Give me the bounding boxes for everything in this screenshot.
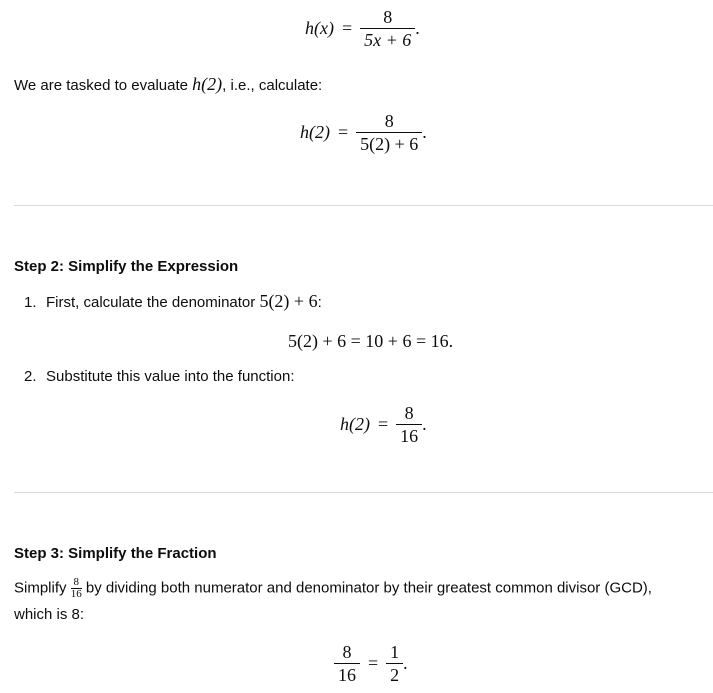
equation-simplified-fraction (334, 641, 408, 686)
eq1-lhs: h(x) (305, 18, 334, 38)
eq4-period: . (422, 414, 427, 434)
list-number: 1. (24, 294, 37, 311)
eq2-denominator: 5(2) + 6 (356, 132, 422, 155)
intro-math: h(2) (192, 74, 223, 94)
eq1-denominator: 5x + 6 (360, 28, 415, 51)
step3-paragraph-line2: which is 8: (14, 606, 85, 623)
inline-fraction-numerator: 8 (73, 576, 79, 588)
eq4-numerator: 8 (404, 403, 414, 423)
divider (14, 205, 713, 206)
list-text-after: : (317, 294, 322, 311)
eq4-lhs: h(2) (340, 414, 370, 434)
eq5-left-numerator: 8 (342, 642, 352, 662)
paragraph-text-after: by dividing both numerator and denominator by their greatest common divisor (GCD), (81, 579, 652, 597)
intro-text: We are tasked to evaluate (14, 77, 193, 94)
eq1-period: . (415, 18, 420, 38)
step3-paragraph-line1 (14, 577, 652, 600)
eq5-equals: = (368, 653, 379, 673)
eq2-fraction (356, 110, 422, 155)
eq2-period: . (422, 122, 427, 142)
equation-h-of-x (305, 6, 420, 51)
eq2-equals: = (338, 122, 349, 142)
step2-heading: Step 2: Simplify the Expression (14, 258, 239, 275)
equation-denominator-calc: 5(2) + 6 = 10 + 6 = 16. (288, 331, 454, 351)
step3-heading: Step 3: Simplify the Fraction (14, 545, 217, 562)
paragraph-text: Simplify (14, 579, 71, 597)
eq2-lhs: h(2) (300, 122, 330, 142)
eq1-equals: = (341, 18, 353, 38)
list-math: 5(2) + 6 (259, 291, 318, 311)
equation-h-of-2 (300, 110, 427, 155)
eq2-numerator: 8 (384, 111, 394, 131)
divider (14, 492, 713, 493)
step2-list-item-2 (24, 368, 295, 385)
eq1-numerator: 8 (383, 7, 393, 27)
eq5-left-fraction (334, 641, 360, 686)
eq4-fraction (396, 402, 422, 447)
inline-fraction-denominator: 16 (70, 588, 82, 600)
list-number: 2. (24, 368, 37, 385)
intro-text-after: , i.e., calculate: (222, 77, 323, 94)
eq5-right-fraction (386, 641, 403, 686)
list-text: First, calculate the denominator (46, 294, 260, 311)
eq5-right-denominator: 2 (386, 663, 403, 686)
eq4-denominator: 16 (396, 424, 422, 447)
eq5-right-numerator: 1 (390, 642, 400, 662)
step2-list-item-1 (24, 291, 322, 312)
list-text: Substitute this value into the function: (46, 368, 295, 385)
eq1-fraction (360, 6, 415, 51)
eq5-period: . (403, 653, 408, 673)
eq5-left-denominator: 16 (334, 663, 360, 686)
intro-paragraph (14, 74, 322, 95)
equation-h-2-eight-sixteenths (340, 402, 427, 447)
inline-fraction (71, 577, 82, 600)
eq4-equals: = (378, 414, 389, 434)
